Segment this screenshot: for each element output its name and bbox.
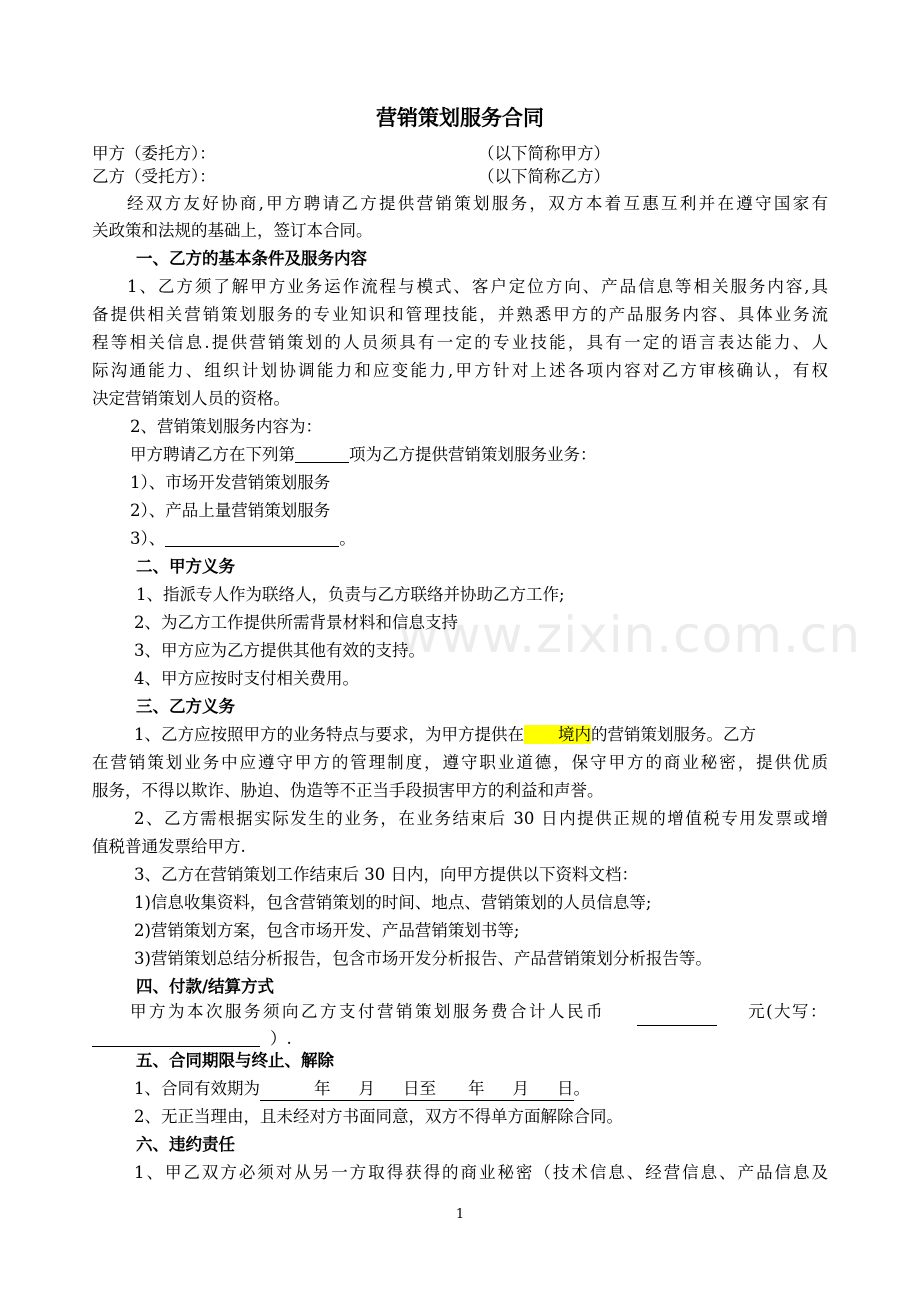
page-number: 1: [455, 1207, 465, 1222]
item-3-blank: [165, 528, 339, 547]
section-6-heading: 六、违约责任: [136, 1135, 235, 1154]
section-4-heading: 四、付款/结算方式: [136, 977, 275, 996]
item-number-blank: [295, 444, 349, 463]
s1-para3-text-b: 项为乙方提供营销策划服务业务：: [349, 445, 597, 464]
s3-doc-item-3: 3)营销策划总结分析报告，包含市场开发分析报告、产品营销策划分析报告等。: [134, 949, 712, 968]
amount-blank: [637, 1007, 717, 1026]
validity-period-blanks: 年 月 日至 年 月 日: [260, 1078, 574, 1101]
section-1-heading: 一、乙方的基本条件及服务内容: [136, 249, 367, 268]
s3-doc-item-1: 1)信息收集资料，包含营销策划的时间、地点、营销策划的人员信息等;: [134, 893, 652, 912]
s5-item-2: 2、无正当理由，且未经对方书面同意，双方不得单方面解除合同。: [134, 1107, 623, 1126]
s5-item-1: 1、合同有效期为 年 月 日至 年 月 日。: [134, 1075, 590, 1103]
s2-item-4: 4、甲方应按时支付相关费用。: [134, 669, 359, 688]
section-3-heading: 三、乙方义务: [136, 697, 235, 716]
party-b-label: 乙方（受托方）：: [92, 167, 216, 186]
amount-in-words-blank: [92, 1028, 260, 1047]
s3-doc-item-2: 2)营销策划方案，包含市场开发、产品营销策划书等;: [134, 921, 520, 940]
s3-para3: 3、乙方在营销策划工作结束后 30 日内，向甲方提供以下资料文档：: [134, 865, 638, 884]
intro-line-1: 经双方友好协商,甲方聘请乙方提供营销策划服务，双方本着互惠互利并在遵守国家有: [127, 194, 828, 213]
intro-line-2: 关政策和法规的基础上，签订本合同。: [92, 221, 373, 240]
s3-para2-line1: 2、乙方需根据实际发生的业务，在业务结束后 30 日内提供正规的增值税专用发票或增: [134, 809, 828, 828]
s1-para1-line3: 程等相关信息.提供营销策划的人员须具有一定的专业技能，具有一定的语言表达能力、人: [92, 333, 828, 352]
s1-para1-line5: 决定营销策划人员的资格。: [92, 389, 290, 408]
s1-para3-text-a: 甲方聘请乙方在下列第: [130, 445, 295, 464]
s3-para1-line3: 服务，不得以欺诈、胁迫、伪造等不正当手段损害甲方的利益和声誉。: [92, 781, 604, 800]
section-5-heading: 五、合同期限与终止、解除: [136, 1051, 334, 1070]
s1-para2: 2、营销策划服务内容为：: [130, 417, 322, 436]
highlighted-domestic: 境内: [524, 725, 591, 744]
party-a-note: （以下简称甲方）: [478, 144, 610, 163]
s2-item-3: 3、甲方应为乙方提供其他有效的支持。: [134, 641, 425, 660]
s2-item-1: 1、指派专人作为联络人，负责与乙方联络并协助乙方工作;: [136, 585, 565, 604]
s4-para1-line2: ）.: [92, 1025, 292, 1053]
s1-para1-line1: 1、乙方须了解甲方业务运作流程与模式、客户定位方向、产品信息等相关服务内容,具: [127, 277, 828, 296]
s1-para1-line2: 备提供相关营销策划服务的专业知识和管理技能，并熟悉甲方的产品服务内容、具体业务流: [92, 305, 828, 324]
s1-item-1: 1）、市场开发营销策划服务: [130, 473, 331, 492]
s1-para1-line4: 际沟通能力、组织计划协调能力和应变能力,甲方针对上述各项内容对乙方审核确认，有权: [92, 361, 828, 380]
s3-para2-line2: 值税普通发票给甲方.: [92, 837, 246, 856]
s3-para1-line2: 在营销策划业务中应遵守甲方的管理制度，遵守职业道德，保守甲方的商业秘密，提供优质: [92, 753, 828, 772]
s1-para3: [130, 441, 597, 469]
party-a-label: 甲方（委托方）：: [92, 144, 216, 163]
s2-item-2: 2、为乙方工作提供所需背景材料和信息支持: [134, 613, 458, 632]
watermark: www.zixin.com.cn: [398, 606, 862, 664]
document-title: 营销策划服务合同: [376, 106, 544, 130]
s6-item-1: 1、甲乙双方必须对从另一方取得获得的商业秘密（技术信息、经营信息、产品信息及: [134, 1163, 828, 1182]
party-b-note: （以下简称乙方）: [478, 167, 610, 186]
s4-para1-line1: 甲方为本次服务须向乙方支付营销策划服务费合计人民币 元(大写：: [130, 998, 828, 1026]
s1-item-3: 3）、 。: [130, 529, 356, 548]
s1-item-2: 2）、产品上量营销策划服务: [130, 501, 331, 520]
section-2-heading: 二、甲方义务: [136, 557, 235, 576]
s3-para1-line1: 1、乙方应按照甲方的业务特点与要求，为甲方提供在 境内的营销策划服务。乙方: [134, 725, 756, 744]
